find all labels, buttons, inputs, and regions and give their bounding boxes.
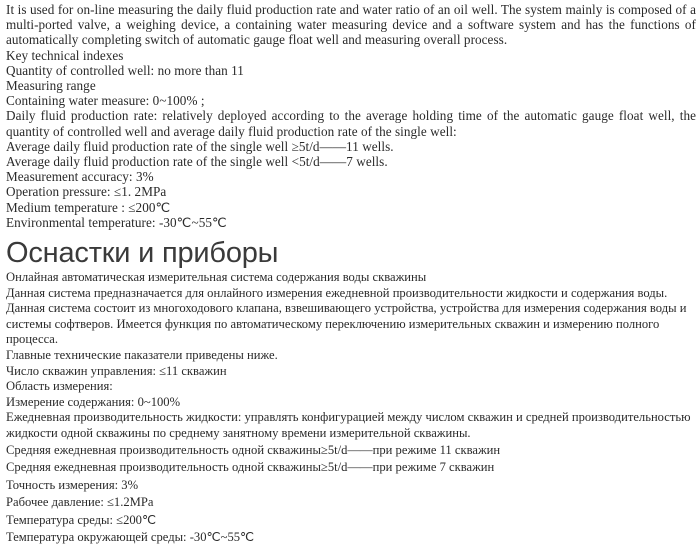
accuracy-line: Measurement accuracy: 3% bbox=[6, 169, 154, 185]
water-measure-line: Containing water measure: 0~100% ; bbox=[6, 93, 205, 109]
medium-temp-line: Medium temperature : ≤200℃ bbox=[6, 199, 171, 215]
ru-pressure-line: Рабочее давление: ≤1.2MPa bbox=[6, 495, 154, 510]
ru-subtitle-line: Онлайная автоматическая измерительная система содержания воды скважины bbox=[6, 270, 427, 285]
avg-rate-lt-line: Average daily fluid production rate of the single well <5t/d——7 wells. bbox=[6, 154, 388, 170]
ru-controlled-wells-line: Число скважин управления: ≤11 скважин bbox=[6, 363, 227, 378]
key-indexes-heading: Key technical indexes bbox=[6, 47, 124, 63]
ru-avg-prod-11-line: Средняя ежедневная производительность одной скважины≥5t/d——при режиме 11 скважин bbox=[6, 442, 501, 457]
ru-medium-temp-line: Температура среды: ≤200℃ bbox=[6, 512, 157, 527]
english-section bbox=[6, 2, 696, 230]
env-temp-line: Environmental temperature: -30℃~55℃ bbox=[6, 214, 227, 230]
ru-water-content-line: Измерение содержания: 0~100% bbox=[6, 394, 181, 409]
russian-title: Оснастки и приборы bbox=[6, 237, 279, 270]
intro-paragraph: It is used for on-line measuring the daily fluid production rate and water ratio of an oil well. The system mainly is composed of a multi-ported valve, a weighing device, a containing water measuring device and a software system and has the functions of automatically completing switch of automatic gauge float well and measuring overall process. bbox=[6, 2, 696, 48]
document-page bbox=[6, 2, 696, 547]
ru-measuring-area-line: Область измерения: bbox=[6, 379, 113, 394]
russian-section bbox=[6, 270, 696, 547]
ru-description-paragraph: Данная система предназначается для онлайного измерения ежедневной производительности жидкости и содержания воды. Данная система состоит из многоходового клапана, взвешивающего устройства, устройства для измерения содержания воды и системы софтверов. Имеется функция по автоматическому переключению измерительных скважин и измерению полного процесса. bbox=[6, 285, 687, 347]
ru-accuracy-line: Точность измерения: 3% bbox=[6, 477, 139, 492]
ru-main-params-line: Главные технические паказатели приведены ниже. bbox=[6, 348, 278, 363]
pressure-line: Operation pressure: ≤1. 2MPa bbox=[6, 184, 167, 200]
daily-rate-paragraph: Daily fluid production rate: relatively deployed according to the average holding time of the automatic gauge float well, the quantity of controlled well and average daily fluid production rate of the single well: bbox=[6, 108, 696, 139]
ru-daily-productivity-paragraph: Ежедневная производительность жидкости: управлять конфигурацией между числом скважин и средней производительностью жидкости одной скважины по среднему занятному времени измерительной скважины. bbox=[6, 410, 691, 440]
controlled-well-line: Quantity of controlled well: no more than 11 bbox=[6, 62, 244, 78]
measuring-range-line: Measuring range bbox=[6, 78, 96, 94]
avg-rate-ge-line: Average daily fluid production rate of the single well ≥5t/d——11 wells. bbox=[6, 138, 394, 154]
ru-avg-prod-7-line: Средняя ежедневная производительность одной скважины≥5t/d——при режиме 7 скважин bbox=[6, 460, 495, 475]
ru-ambient-temp-line: Температура окружающей среды: -30℃~55℃ bbox=[6, 530, 255, 545]
